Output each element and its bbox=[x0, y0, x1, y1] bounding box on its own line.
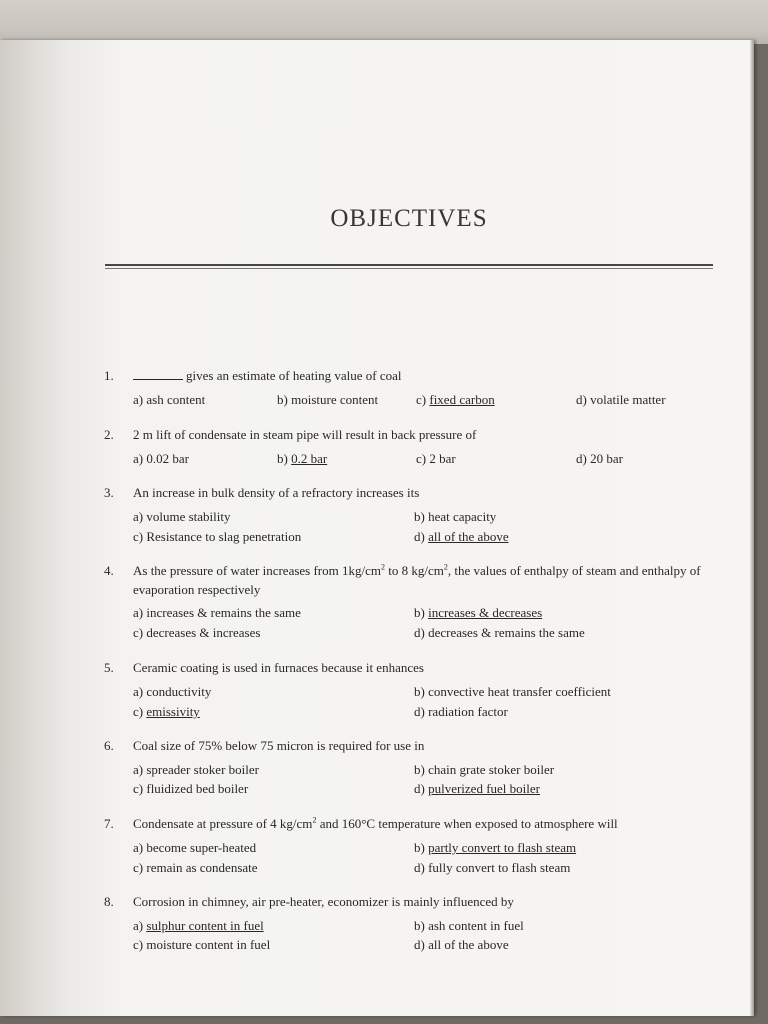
option-a: a) 0.02 bar bbox=[133, 451, 189, 466]
option-a: a) volume stability bbox=[133, 509, 231, 524]
option-d: d) volatile matter bbox=[576, 392, 666, 407]
answer-blank bbox=[133, 367, 183, 380]
option-b: b) convective heat transfer coefficient bbox=[414, 684, 611, 699]
question-number: 6. bbox=[104, 738, 114, 753]
option-d: d) 20 bar bbox=[576, 451, 623, 466]
question-text: As the pressure of water increases from $1kg/cm^2$ to 8 $kg/cm^2$, the values of enthalpy of steam and enthalpy of evaporation respectively bbox=[133, 562, 701, 597]
question-text: Condensate at pressure of 4 $kg/cm^2$ and 160°C temperature when exposed to atmosphere will bbox=[133, 815, 618, 831]
option-d-correct: d) pulverized fuel boiler bbox=[414, 781, 540, 796]
option-a: a) conductivity bbox=[133, 684, 212, 699]
option-a: a) become super-heated bbox=[133, 840, 257, 855]
heading-rule-thin bbox=[105, 268, 713, 269]
book-page bbox=[0, 40, 754, 1016]
question-number: 2. bbox=[104, 427, 114, 442]
question-text: Ceramic coating is used in furnaces because it enhances bbox=[133, 660, 424, 675]
option-b: b) chain grate stoker boiler bbox=[414, 762, 555, 777]
option-c: c) 2 bar bbox=[416, 451, 456, 466]
page-heading: OBJECTIVES bbox=[330, 205, 488, 232]
question-number: 1. bbox=[104, 368, 114, 383]
option-d-correct: d) all of the above bbox=[414, 529, 509, 544]
option-d: d) radiation factor bbox=[414, 704, 508, 719]
option-d: d) all of the above bbox=[414, 937, 509, 952]
question-number: 8. bbox=[104, 894, 114, 909]
question-number: 3. bbox=[104, 485, 114, 500]
question-text: An increase in bulk density of a refractory increases its bbox=[133, 485, 420, 500]
page-edge bbox=[750, 40, 754, 1016]
heading-rule-thick bbox=[105, 264, 713, 266]
question-number: 5. bbox=[104, 660, 114, 675]
option-d: d) decreases & remains the same bbox=[414, 625, 585, 640]
option-a: a) ash content bbox=[133, 392, 206, 407]
question-number: 4. bbox=[104, 563, 114, 578]
option-b-correct: b) partly convert to flash steam bbox=[414, 840, 577, 855]
option-c: c) decreases & increases bbox=[133, 625, 261, 640]
option-c: c) remain as condensate bbox=[133, 860, 258, 875]
question-text: Coal size of 75% below 75 micron is required for use in bbox=[133, 738, 425, 753]
option-a: a) spreader stoker boiler bbox=[133, 762, 259, 777]
option-c: c) moisture content in fuel bbox=[133, 937, 271, 952]
option-c: c) fluidized bed boiler bbox=[133, 781, 249, 796]
option-b: b) ash content in fuel bbox=[414, 918, 524, 933]
option-b-correct: b) increases & decreases bbox=[414, 605, 543, 620]
question-text: Corrosion in chimney, air pre-heater, economizer is mainly influenced by bbox=[133, 894, 514, 909]
scan-top-band bbox=[0, 0, 768, 44]
option-c-correct: c) fixed carbon bbox=[416, 392, 495, 407]
question-text: 2 m lift of condensate in steam pipe will result in back pressure of bbox=[133, 427, 477, 442]
option-c: c) Resistance to slag penetration bbox=[133, 529, 302, 544]
option-b-correct: b) 0.2 bar bbox=[277, 451, 328, 466]
option-b: b) heat capacity bbox=[414, 509, 497, 524]
question-text: gives an estimate of heating value of coal bbox=[133, 366, 723, 385]
option-d: d) fully convert to flash steam bbox=[414, 860, 571, 875]
option-a-correct: a) sulphur content in fuel bbox=[133, 918, 264, 933]
option-b: b) moisture content bbox=[277, 392, 379, 407]
option-a: a) increases & remains the same bbox=[133, 605, 301, 620]
question-number: 7. bbox=[104, 816, 114, 831]
option-c-correct: c) emissivity bbox=[133, 704, 200, 719]
